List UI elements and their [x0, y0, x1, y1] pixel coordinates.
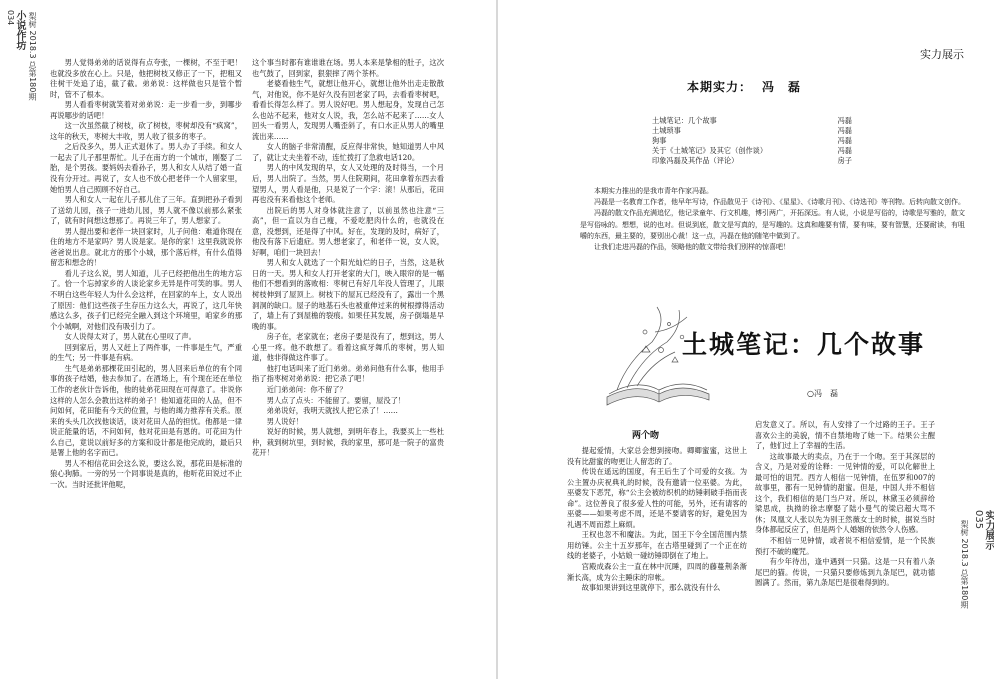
paragraph: 故事如果讲到这里就停下，那么就没有什么	[581, 583, 721, 593]
paragraph: 王权也忽不和魔法。为此，国王下令全国范围内禁用纺锤。公主十五岁那年，在古塔里碰到了一个正在纺线的老婆子，小姑娘一碰纺锤即倒在了地上。	[567, 530, 747, 561]
paragraph: 提起爱情，大家总会想到接吻。卿卿蜜蜜，这世上没有比甜蜜的吻更让人留恋的了。	[567, 446, 747, 466]
left-margin-strip	[6, 10, 24, 50]
paragraph: 之后没多久，男人正式退休了。男人办了手续。和女人一起去了儿子那里帮忙。儿子在南方的一个城市，刚娶了二胎，是个男孩。要妈妈去看孙子，男人和女人从结了婚一直没有分开过。再说了，女人也不放心把老伴一个人留家里，她怕男人自己照顾不好自己。	[50, 142, 242, 194]
paragraph: 男人点了点头：不能留了。要留，屋没了！	[266, 395, 406, 405]
paragraph: 启发意义了。所以，有人安排了一个过路的王子。王子喜欢公主的美貌，情不自禁地吻了她一下。结果公主醒了，他们过上了幸福的生活。	[755, 420, 935, 451]
paragraph: 冯磊的散文作品充满追忆，他记录童年、行文机趣，博引两广，开拓深远。有人说，小说是写俗的，诗歌是写雅的，散文是写俗咏的。想想，说的也对。但说到底，散文是写真的，是写趣的。这真和趣要有情，要有味，要有智慧，还要耐读，有咀嚼的东西，最主要的，要别出心裁！这一点，冯磊在他的随笔中做到了。	[580, 209, 965, 240]
feature-heading	[687, 78, 801, 95]
paragraph: 弟弟说好，我明天就找人把它杀了！……	[266, 406, 398, 416]
right-column-2	[755, 420, 935, 674]
paragraph: 近门弟弟问：你不留了？	[266, 384, 347, 394]
paragraph: 说好的时候，男人就想，到明年春上，我要买上一些杜仲，栽到树坑里，到时候，我的家里，那可是一院子的富贵花开！	[252, 427, 444, 458]
paragraph: 传说在遥远的国度，有王后生了个可爱的女孩。为公主置办庆祝典礼的时候，没有邀请一位巫婆。为此，巫婆发下恶咒，称“公主会被纺织机的纺锤刺破手指而丧命”。这位善良了很多爱人性的可能，另外，还有请客的巫婆——如果考虑不周，还是不要请客的好，避免因为礼遇不周而惹上麻烦。	[567, 467, 747, 529]
right-column-1	[567, 446, 747, 674]
right-page	[497, 0, 994, 679]
works-list	[652, 116, 852, 166]
paragraph: 女人说得太对了，男人就在心里叹了声。	[64, 332, 196, 342]
paragraph: 男人觉得弟弟的话说得有点夸张，一棵树，不至于吧！也就没多放在心上。只是，他把树枝又修正了一下，把粗又往树干处追了追，截了截。弟弟说：这样做也只是管个暂时，管不了根本。	[50, 58, 242, 99]
feature-label: 本期实力：	[687, 80, 753, 94]
works-item: 狗事 冯磊	[652, 136, 852, 145]
right-section-label: 实力展示	[983, 510, 994, 550]
author-introduction	[580, 186, 970, 253]
paragraph: 男人看看枣树就笑着对弟弟说：走一步看一步，到哪步再说哪步的话吧！	[50, 100, 242, 120]
paragraph: 回到家后，男人又赶上了两件事，一件事是生气，严重的生气；另一件事是有病。	[50, 342, 242, 363]
paragraph: 这一次虽然截了树枝，砍了树枝，枣树却没有“疯窝”，这年的秋天，枣树大丰收，男人收了很多的枣子。	[50, 121, 242, 141]
left-page-number: 034	[6, 10, 15, 26]
paragraph: 男人和女人一起在儿子那儿住了三年。直到把孙子看到了送幼儿园，孩子一进幼儿园，男人就不像以前那么紧张了，就有时间想这想那了。再说三年了，男人想家了。	[50, 195, 242, 226]
story-title: 土城笔记：几个故事	[682, 330, 926, 359]
story-author: ○冯 磊	[807, 389, 838, 398]
paragraph: 不相信一见钟情，或者说不相信爱情，是一个民族预打不破的魔咒。	[755, 536, 935, 556]
paragraph: 宫殿成森公主一直在林中沉睡，四周的藤蔓荆条渐渐长高，成为公主睡床的帘帐。	[567, 562, 747, 582]
paragraph: 男人提出要和老伴一块回家时，儿子问他：难道你现在住的地方不是家吗？男人说是家。是你的家！这里我就说你爸爸说出息。就北方的那个小城，那个落后样，有什么值得留恋和想念的！	[50, 226, 242, 268]
left-column-2	[252, 58, 444, 670]
right-margin-strip	[973, 510, 993, 550]
left-issue-label: 梨树 2018.3 总第180期	[28, 12, 37, 101]
paragraph: 冯磊是一名教育工作者，他早年写诗，作品散见于《诗刊》、《星星》、《诗歌月刊》、《诗选刊》等刊物。后转向散文创作。	[594, 198, 965, 207]
paragraph: 男人的中风发现的早，女人又处理的及时得当，一个月后，男人出院了。当然，男人住院期间，花田拿着东西去看望男人，男人看是他，只是说了一个字：滚！从那后，花田再也没有来看他这个老师。	[252, 163, 444, 205]
left-column-1	[50, 58, 242, 670]
left-section-label: 小说作坊	[14, 10, 25, 50]
paragraph: 这故事最大的卖点，乃在于一个吻。至于其深层的含义，乃是对爱的诠释：一见钟情的爱，可以化解世上最可怕的诅咒。西方人相信一见钟情，在伍罗和007的故事里，都有一见钟情的甜蜜。但是，中国人并不相信这个，我们相信的是门当户对。所以，林黛玉必须辞给梁思成，执拗的徐志摩娶了陆小曼气的梁启超大骂不休；凤凰文人张以先为别王然薇女士的时候，据说当时身体都起反应了，但是两个人婚姻的依然令人伤感。	[755, 451, 935, 535]
paragraph: 男人不相信花田会这么说，要这么说，那花田是标准的狼心狗肺。一旁的另一个同事说是真的，他听花田说过不止一次。当时还批评他呢，	[50, 458, 242, 489]
paragraph: 他打电话叫来了近门弟弟。弟弟问他有什么事，他用手指了指枣树对弟弟说：把它杀了吧！	[252, 363, 444, 384]
paragraph: 男人和女人就选了一个阳光灿烂的日子，当然，这是秋日的一天。男人和女人打开老家的大门，映入眼帘的是一幅他们不想看到的落败相：枣树已有好几年没人管理了，儿眼树枝伸到了屋顶上。树枝下的屋瓦已经没有了，露出一个黑洞洞的缺口。屋子的地基石头也被重伸过来的树根撑得活动了，墙上有了到屋檐的裂痕。如果任其发展，房子倒塌是早晚的事。	[252, 258, 444, 331]
paragraph: 这个事当时都有谁谁谁在场。男人本来是挚相的肚子，这次也气鼓了，回到家，狠狠摔了两个茶杯。	[252, 58, 444, 78]
section-header: 实力展示	[920, 48, 964, 61]
works-item: 土城琐事 冯磊	[652, 126, 852, 135]
paragraph: 男人说好！	[266, 416, 304, 426]
paragraph: 出院后的男人对身体就注意了，以前虽然也注意“三高”，但一直以为自己瘦，不爱吃肥肉什么的，也就没在意，没想到，还是得了中风。好在，发现的及时，病好了，他没有落下后遗症。男人想老家了，和老伴一说，女人说，好啊，咱们一块回去！	[252, 205, 444, 257]
paragraph: 让我们走进冯磊的作品，领略他的散文带给我们别样的惊喜吧！	[594, 243, 790, 252]
works-item: 印象冯磊及其作品（评论） 房子	[652, 156, 852, 165]
paragraph: 房子在，老家就在；老房子要是没有了，想到这，男人心里一疼。他不敢想了。看着这疯牙舞爪的枣树，男人知道，他非得做这件事了。	[252, 332, 444, 363]
feature-name: 冯 磊	[762, 80, 802, 94]
story-subheading: 两个吻	[632, 431, 660, 441]
paragraph: 有少年待出，逢中遇到一只猫。这是一只有着八条尾巴的猫。传说，一只猫只要修炼到九条尾巴，就功德圆满了。然而，第九条尾巴是很难得到的。	[755, 557, 935, 588]
paragraph: 老婆看他生气，就想让他开心，就想让他外出走走散散气，对他说，你不是好久没有回老家了吗，去看看枣树吧，看看长得怎么样了。男人说好吧。男人想起身，发现自己怎么也站不起来，他对女人说，我，怎么站不起来了……女人回头一看男人，发现男人嘴歪斜了，有口水正从男人的嘴里流出来……	[252, 79, 444, 141]
works-item: 土城笔记：几个故事 冯磊	[652, 116, 852, 125]
right-page-number: 035	[973, 510, 984, 530]
paragraph: 本期实力推出的是我市青年作家冯磊。	[594, 187, 713, 195]
paragraph: 女人的脑子非常清醒，反应得非常快，她知道男人中风了，就让丈夫坐着不动，连忙拨打了急救电话120。	[252, 142, 444, 162]
right-issue-label: 梨树 2018.3 总第180期	[960, 520, 969, 609]
paragraph: 看儿子这么说，男人知道，儿子已经把他出生的地方忘了。恰一个忘掉家乡的人谈论家乡无异是件可笑的事。男人不明白这些年轻人为什么会这样，在回家的车上，女人说出了原因：他们这些孩子生存压力这么大，再说了，这几年快感这么多，孩子们已经完全融入到这个环境里，咱家乡的那个小城啊，对他们没有吸引力了。	[50, 268, 242, 331]
paragraph: 生气是弟弟那棵花田引起的，男人回来后单位的有个同事的孩子结婚，他去参加了。在酒场上，有个现在还在单位工作的老伙计告诉他，他的徒弟花田现在可得意了。非说你这样的人怎么会教出这样的弟子！他知道花田的人品，但不问如何，花田能有今天的位置，与他的竭力推荐有关系。原来的头头几次找他谈话，谈对花田人品的担忧。他都是一律说正能量的话，不问如何，他对花田是有恩的。可花田为什么自己，竟说以前好多的方案和设计都是他完成的，最后只是署上他的名字而已。	[50, 363, 242, 458]
works-item: 关于《土城笔记》及其它（创作谈） 冯磊	[652, 146, 852, 155]
